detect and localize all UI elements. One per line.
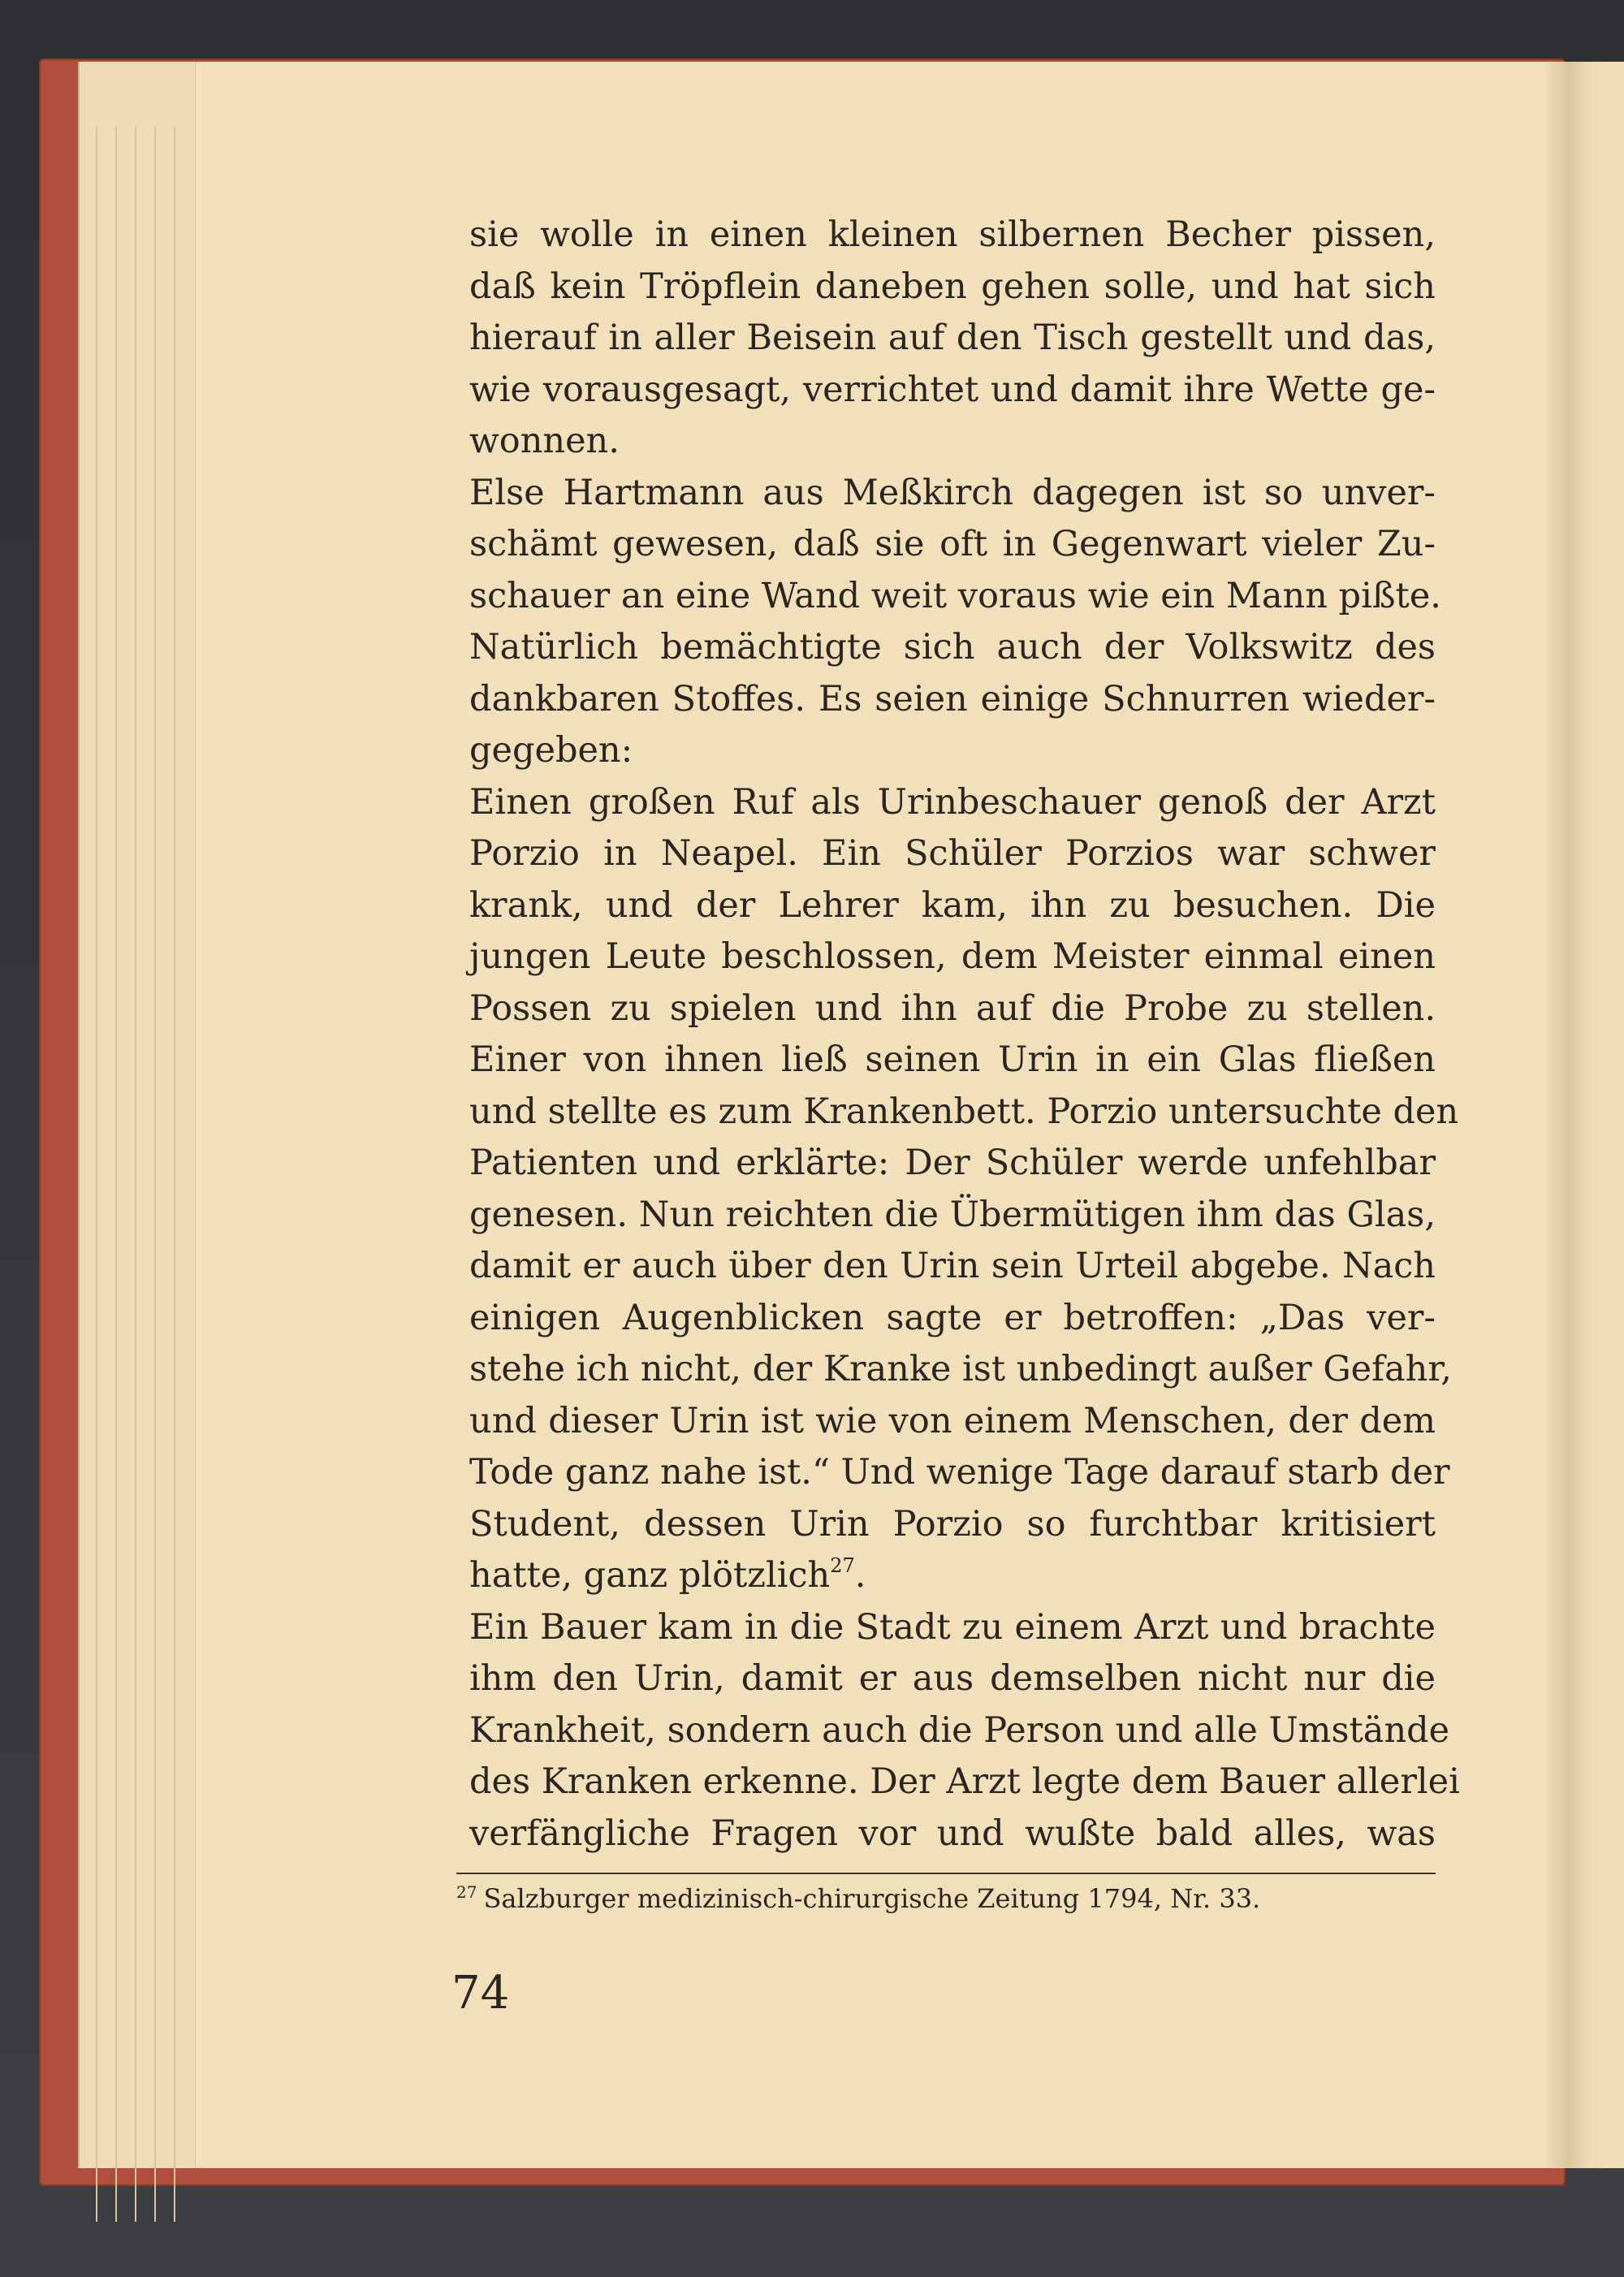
text-line: Ein Bauer kam in die Stadt zu einem Arzt und brachte (469, 1606, 1436, 1648)
text-line: dankbaren Stoffes. Es seien einige Schnurren wieder- (469, 678, 1436, 719)
text-line: krank, und der Lehrer kam, ihn zu besuchen. Die (469, 884, 1436, 926)
page-edge-line (154, 127, 156, 2222)
text-line: Natürlich bemächtigte sich auch der Volkswitz des (469, 627, 1436, 668)
footnote-marker: 27 (456, 1882, 477, 1902)
body-text (469, 210, 1460, 1860)
text-line: hierauf in aller Beisein auf den Tisch gestellt und das, (469, 318, 1436, 358)
text-line: des Kranken erkenne. Der Arzt legte dem Bauer allerlei (469, 1761, 1460, 1802)
text-line: sie wolle in einen kleinen silbernen Becher pissen, (469, 214, 1436, 255)
footnote-reference: 27 (830, 1554, 855, 1577)
text-line: Patienten und erklärte: Der Schüler werde unfehlbar (469, 1143, 1436, 1183)
text-line: Porzio in Neapel. Ein Schüler Porzios war schwer (469, 833, 1436, 874)
text-line: damit er auch über den Urin sein Urteil abgebe. Nach (469, 1246, 1436, 1286)
text-line: Else Hartmann aus Meßkirch dagegen ist so unver- (469, 472, 1436, 513)
text-line: Einer von ihnen ließ seinen Urin in ein Glas fließen (469, 1039, 1436, 1080)
text-line: Krankheit, sondern auch die Person und alle Umstände (469, 1709, 1450, 1751)
page-number: 74 (451, 1967, 510, 2020)
page-edge-line (96, 127, 97, 2222)
text-line: jungen Leute beschlossen, dem Meister einmal einen (469, 936, 1436, 977)
footnote-text: Salzburger medizinisch-chirurgische Zeitung 1794, Nr. 33. (483, 1883, 1261, 1914)
page-edge-line (135, 127, 136, 2222)
facing-page-edge (1567, 62, 1624, 2168)
text-line-tail: . (854, 1555, 866, 1596)
text-line: wonnen. (469, 421, 620, 461)
text-line: genesen. Nun reichten die Übermütigen ihm das Glas, (469, 1194, 1436, 1235)
text-line: schämt gewesen, daß sie oft in Gegenwart vieler Zu- (469, 524, 1436, 564)
footnote (456, 1881, 1436, 1916)
text-line (469, 1550, 1436, 1602)
text-line: schauer an eine Wand weit voraus wie ein Mann pißte. (469, 575, 1441, 616)
page-edge-line (115, 127, 117, 2222)
text-line: gegeben: (469, 730, 633, 771)
text-line: wie vorausgesagt, verrichtet und damit ihre Wette ge- (469, 369, 1436, 410)
text-line: und dieser Urin ist wie von einem Menschen, der dem (469, 1400, 1436, 1441)
text-line: Possen zu spielen und ihn auf die Probe zu stellen. (469, 987, 1436, 1029)
text-line: ihm den Urin, damit er aus demselben nicht nur die (469, 1658, 1436, 1699)
text-line: Student, dessen Urin Porzio so furchtbar kritisiert (469, 1503, 1436, 1545)
text-line: einigen Augenblicken sagte er betroffen: „Das ver- (469, 1297, 1436, 1338)
page-edge-line (174, 127, 175, 2222)
footnote-rule (456, 1873, 1436, 1874)
text-line: Einen großen Ruf als Urinbeschauer genoß der Arzt (469, 781, 1436, 823)
text-line: und stellte es zum Krankenbett. Porzio untersuchte den (469, 1091, 1459, 1132)
text-line: Tode ganz nahe ist.“ Und wenige Tage darauf starb der (469, 1452, 1450, 1493)
text-line: verfängliche Fragen vor und wußte bald alles, was (469, 1813, 1436, 1854)
text-line-content: hatte, ganz plötzlich (469, 1555, 831, 1596)
text-line: stehe ich nicht, der Kranke ist unbedingt außer Gefahr, (469, 1349, 1452, 1389)
text-line: daß kein Tröpflein daneben gehen solle, und hat sich (469, 266, 1436, 307)
